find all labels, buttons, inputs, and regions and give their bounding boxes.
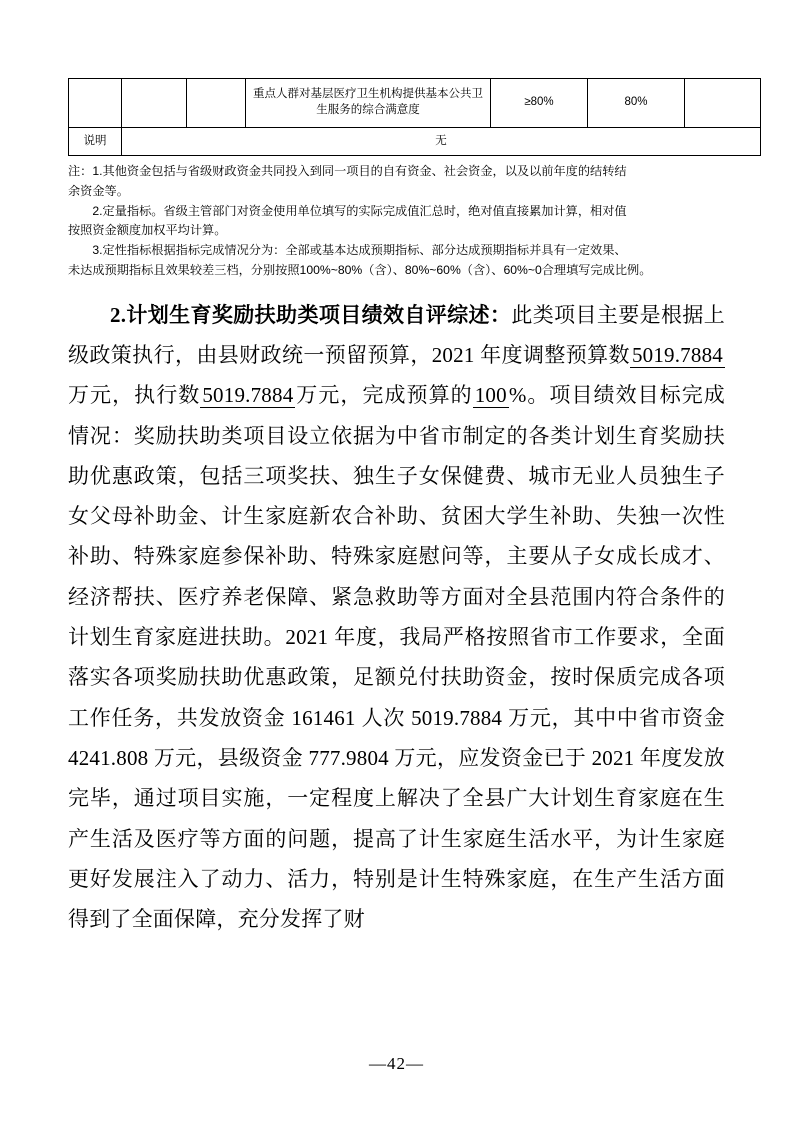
note-line-2: 2.定量指标。省级主管部门对资金使用单位填写的实际完成值汇总时，绝对值直接累加计算，相对值 (92, 203, 627, 218)
table-row (69, 128, 761, 156)
table-cell-target-value: ≥80% (491, 79, 588, 128)
self-evaluation-paragraph (68, 295, 725, 940)
paragraph-text-1: 此类项目主要是根据上级政策执行，由县财政统一预留预算，2021 年度调整预算数 (68, 302, 725, 367)
table-cell-note-value: 无 (122, 128, 761, 156)
table-cell-indicator-name: 重点人群对基层医疗卫生机构提供基本公共卫生服务的综合满意度 (246, 79, 491, 128)
table-cell-note-label: 说明 (69, 128, 122, 156)
note-line-3: 3.定性指标根据指标完成情况分为：全部或基本达成预期指标、部分达成预期指标并具有一定效果、 (92, 243, 627, 258)
note-line-2b: 按照资金额度加权平均计算。 (68, 223, 227, 238)
paragraph-text-4: %。项目绩效目标完成情况：奖励扶助类项目设立依据为中省市制定的各类计划生育奖励扶助优惠政策，包括三项奖扶、独生子女保健费、城市无业人员独生子女父母补助金、计生家庭新农合补助、贫困大学生补助、失独一次性补助、特殊家庭参保补助、特殊家庭慰问等，主要从子女成长成才、经济帮扶、医疗养老保障、紧急救助等方面对全县范围内符合条件的计划生育家庭进扶助。2021 年度，我局严格按照省市工作要求，全面落实各项奖励扶助优惠政策，足额兑付扶助资金，按时保质完成各项工作任务，共发放资金 161461 人次 5019.7884 万元，其中中省市资金 4241.808 万元，县级资金 777.9804 万元，应发资金已于 2021 年度发放完毕，通过项目实施，一定程度上解决了全县广大计划生育家庭在生产生活及医疗等方面的问题，提高了计生家庭生活水平，为计生家庭更好发展注入了动力、活力，特别是计生特殊家庭，在生产生活方面得到了全面保障，充分发挥了财 (68, 383, 725, 932)
page-number: —42— (369, 1054, 424, 1073)
table-cell-empty-3 (187, 79, 246, 128)
table-cell-empty-1 (69, 79, 122, 128)
table-cell-empty-2 (122, 79, 187, 128)
paragraph-text-2: 万元，执行数 (68, 383, 201, 408)
blank-adjusted-budget: 5019.7884 (631, 342, 723, 367)
table-cell-empty-4 (685, 79, 761, 128)
table-cell-actual-value: 80% (588, 79, 685, 128)
paragraph-sequence: 2. (110, 302, 127, 327)
table-notes (68, 162, 728, 281)
paragraph-heading: 计划生育奖励扶助类项目绩效自评综述： (126, 302, 512, 327)
paragraph-text-3: 万元，完成预算的 (295, 383, 473, 408)
note-line-1b: 余资金等。 (68, 183, 129, 198)
note-line-1: 注：1.其他资金包括与省级财政资金共同投入到同一项目的自有资金、社会资金，以及以前年度的结转结 (68, 164, 627, 178)
blank-executed-amount: 5019.7884 (202, 383, 294, 408)
note-line-3b: 未达成预期指标且效果较差三档，分别按照100%~80%（含）、80%~60%（含）、60%~0合理填写完成比例。 (68, 262, 652, 277)
blank-completion-rate: 100 (474, 383, 507, 408)
table-row (69, 79, 761, 128)
indicator-table (68, 78, 761, 156)
